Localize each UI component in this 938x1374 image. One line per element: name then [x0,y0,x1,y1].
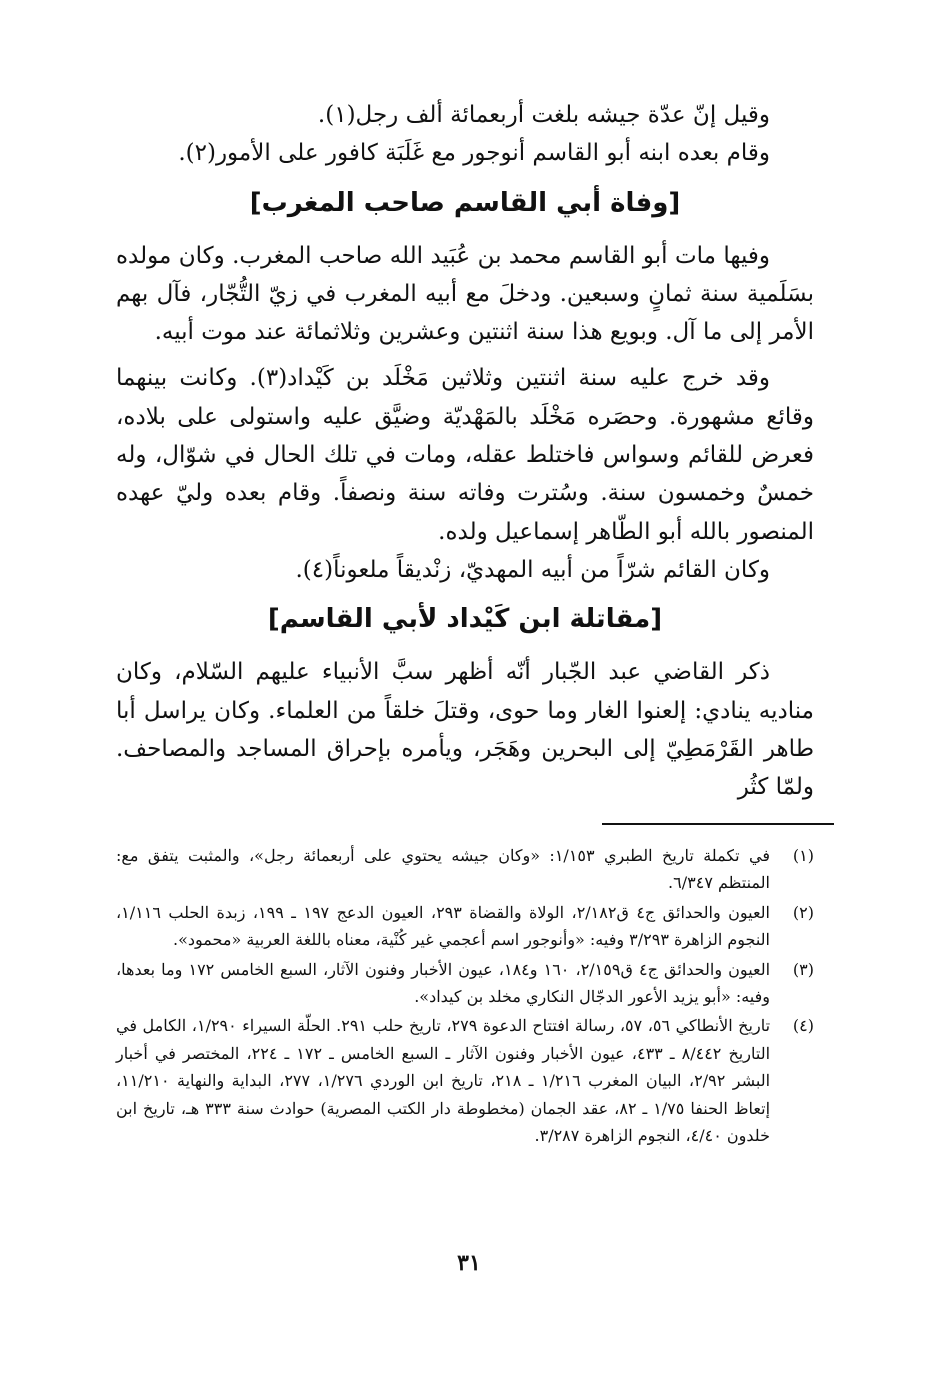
footnote-number: (٣) [792,959,814,979]
section-heading-death: [وفاة أبي القاسم صاحب المغرب] [249,187,681,218]
footnote-number: (٤) [792,1016,814,1036]
paragraph: وكان القائم شرّاً من أبيه المهديّ، زنْديقاً ملعوناً(٤). [295,556,770,583]
paragraph: ذكر القاضي عبد الجّبار أنّه أظهر سبَّ الأنبياء عليهم السّلام، وكان مناديه ينادي: إلعنوا الغار وما حوى، وقتلَ خلقاً من العلماء. وكان يراسل أبا طاهر القَرْمَطِيّ إلى البحرين وهَجَر، ويأمره بإحراق المساجد والمصاحف. ولمّا كثُر [116,659,814,801]
footnote-text: العيون والحدائق ج٤ ق٢/١٥٩، ١٦٠ و١٨٤، عيون الأخبار وفنون الآثار، السبع الخامس ١٧٢ وما بعدها، وفيه: «أبو يزيد الأعور الدجّال النكاري مخلد بن كيداد». [116,959,771,1007]
footnotes [116,842,814,1151]
paragraph: وفيها مات أبو القاسم محمد بن عُبَيد الله صاحب المغرب. وكان مولده بسَلَمية سنة ثمانٍ وسبعين. ودخلَ مع أبيه المغرب في زيّ التُّجّار، فآل بهم الأمر إلى ما آل. وبويع هذا سنة اثنتين وعشرين وثلاثمائة عند موت أبيه. [116,242,814,346]
footnote-number: (٢) [792,902,814,922]
footnote-text: تاريخ الأنطاكي ٥٦، ٥٧، رسالة افتتاح الدعوة ٢٧٩، تاريخ حلب ٢٩١. الحلّة السيراء ١/٢٩٠، الكامل في التاريخ ٨/٤٤٢ ـ ٤٣٣، عيون الأخبار وفنون الآثار ـ السبع الخامس ـ ١٧٢ ـ ٢٢٤، المختصر في أخبار البشر ٢/٩٢، البيان المغرب ١/٢١٦ ـ ٢١٨، تاريخ ابن الوردي ١/٢٧٦، ٢٧٧، البداية والنهاية ١١/٢١٠، إتعاظ الحنفا ١/٧٥ ـ ٨٢، عقد الجمان (مخطوطة دار الكتب المصرية) حوادث سنة ٣٣٣ هـ، تاريخ ابن خلدون ٤/٤٠، النجوم الزاهرة ٣/٢٨٧. [116,1016,771,1146]
section-heading-fight: [مقاتلة ابن كَيْداد لأبي القاسم] [267,604,663,635]
footnote [116,1012,814,1149]
paragraph: وقيل إنّ عدّة جيشه بلغت أربعمائة ألف رجل(١). [317,102,770,128]
footnote-separator [602,823,834,825]
paragraph: وقد خرج عليه سنة اثنتين وثلاثين مَخْلَد بن كَيْداد(٣). وكانت بينهما وقائع مشهورة. وحصَره مَخْلَد بالمَهْديّة وضيَّق عليه واستولى على بلاده، فعرض للقائم وسواس فاختلط عقله، ومات في تلك الحال في شوّال، وله خمسٌ وخمسون سنة. وسُترت وفاته سنة ونصفاً. وقام بعده وليّ عهده المنصور بالله أبو الطّاهر إسماعيل ولده. [116,365,814,545]
footnote [116,956,814,1011]
footnote-text: في تكملة تاريخ الطبري ١/١٥٣: «وكان جيشه يحتوي على أربعمائة رجل»، والمثبت يتفق مع: المنتظم ٦/٣٤٧. [116,846,770,893]
footnote [116,842,814,897]
page-number: ٣١ [457,1250,481,1276]
footnote-number: (١) [792,846,814,865]
footnote-text: العيون والحدائق ج٤ ق٢/١٨٢، الولاة والقضاة ٢٩٣، العيون الدعج ١٩٧ ـ ١٩٩، زبدة الحلب ١/١١٦، النجوم الزاهرة ٣/٢٩٣ وفيه: «وأنوجور اسم أعجمي غير كُنْية، معناه باللغة العربية «محمود». [116,902,770,950]
paragraph: وقام بعده ابنه أبو القاسم أنوجور مع غَلَبَة كافور على الأمور(٢). [178,140,770,167]
footnote [116,899,814,954]
main-text [116,96,814,806]
